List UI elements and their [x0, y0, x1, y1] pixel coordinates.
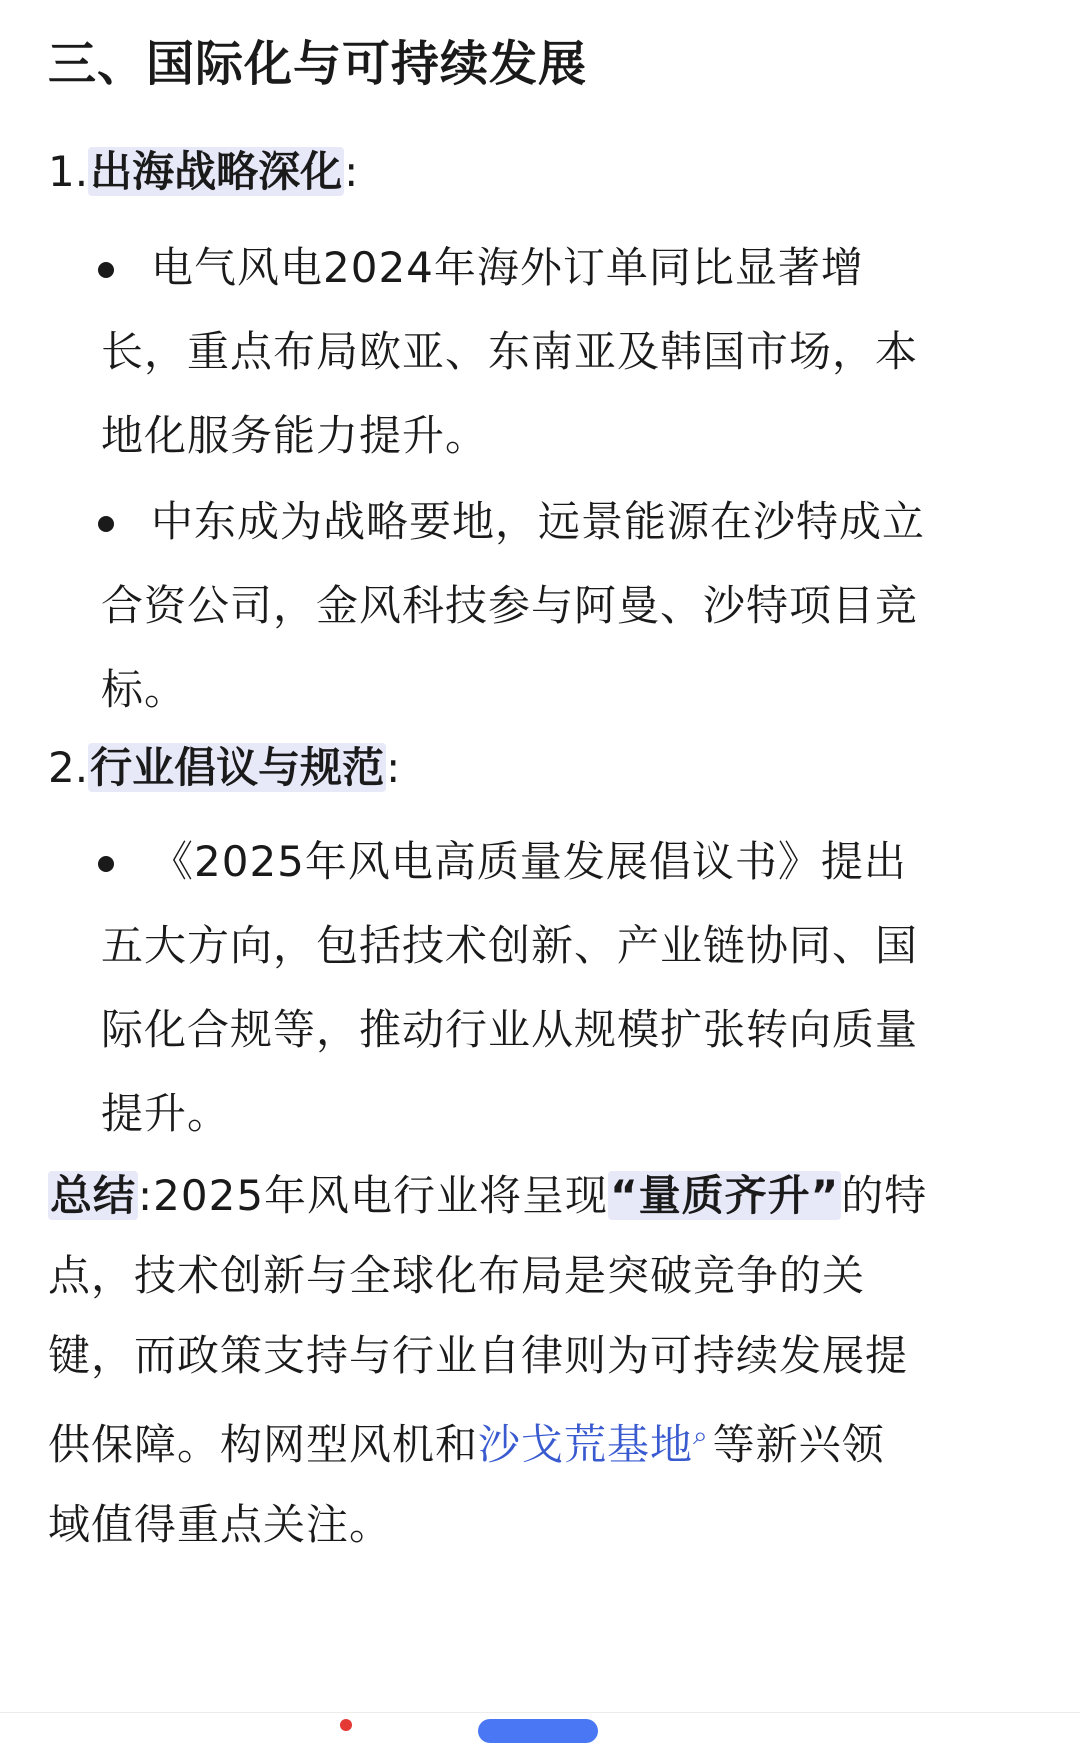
- summary-text: 等新兴领: [712, 1420, 885, 1469]
- bullet-line: 提升。: [101, 1089, 231, 1138]
- bullet-line: 长，重点布局欧亚、东南亚及韩国市场，本: [101, 327, 919, 376]
- bullet-item: [48, 820, 1014, 1156]
- summary-line: 域值得重点关注。: [48, 1500, 393, 1549]
- bullet-line: 《2025年风电高质量发展倡议书》提出: [151, 837, 907, 886]
- summary-line: [48, 1396, 1038, 1485]
- section-2-colon: :: [386, 743, 401, 792]
- bullet-item: [48, 226, 1014, 478]
- bullet-dot: [98, 262, 114, 278]
- section-1-title: [48, 144, 358, 200]
- section-2-number: 2.: [48, 743, 89, 792]
- bullet-line: 五大方向，包括技术创新、产业链协同、国: [101, 921, 919, 970]
- section-1-label: 出海战略深化: [90, 147, 343, 196]
- bullet-line: 际化合规等，推动行业从规模扩张转向质量: [101, 1005, 919, 1054]
- notification-dot: [340, 1719, 352, 1731]
- bullet-line: 标。: [101, 665, 188, 714]
- search-link-shagehuang-base[interactable]: 沙戈荒基地: [478, 1420, 694, 1469]
- bullet-line: 中东成为战略要地，远景能源在沙特成立: [151, 497, 926, 546]
- summary-text: 供保障。构网型风机和: [48, 1420, 479, 1469]
- bullet-line: 合资公司，金风科技参与阿曼、沙特项目竞: [101, 581, 919, 630]
- section-1-number: 1.: [48, 147, 89, 196]
- section-2-label: 行业倡议与规范: [90, 743, 385, 792]
- summary-highlight: “量质齐升”: [610, 1171, 840, 1220]
- bullet-dot: [98, 516, 114, 532]
- bullet-line: 地化服务能力提升。: [101, 411, 489, 460]
- bottom-toolbar: [0, 1712, 1080, 1730]
- summary-label: 总结: [50, 1171, 137, 1220]
- action-button[interactable]: [478, 1719, 598, 1743]
- summary-colon: :: [138, 1171, 154, 1220]
- section-1-colon: :: [344, 147, 359, 196]
- section-heading: 三、国际化与可持续发展: [48, 36, 588, 92]
- bullet-item: [48, 480, 1014, 732]
- bullet-dot: [98, 856, 114, 872]
- summary-line: [48, 1156, 1038, 1236]
- search-icon[interactable]: ⌕: [693, 1421, 709, 1451]
- section-2-title: [48, 740, 400, 796]
- summary-text: 的特: [841, 1171, 928, 1220]
- summary-line: 键，而政策支持与行业自律则为可持续发展提: [48, 1331, 909, 1380]
- summary-line: 点，技术创新与全球化布局是突破竞争的关: [48, 1251, 866, 1300]
- summary-paragraph: [48, 1156, 1038, 1565]
- summary-text: 2025年风电行业将呈现: [153, 1171, 609, 1220]
- bullet-line: 电气风电2024年海外订单同比显著增: [151, 243, 864, 292]
